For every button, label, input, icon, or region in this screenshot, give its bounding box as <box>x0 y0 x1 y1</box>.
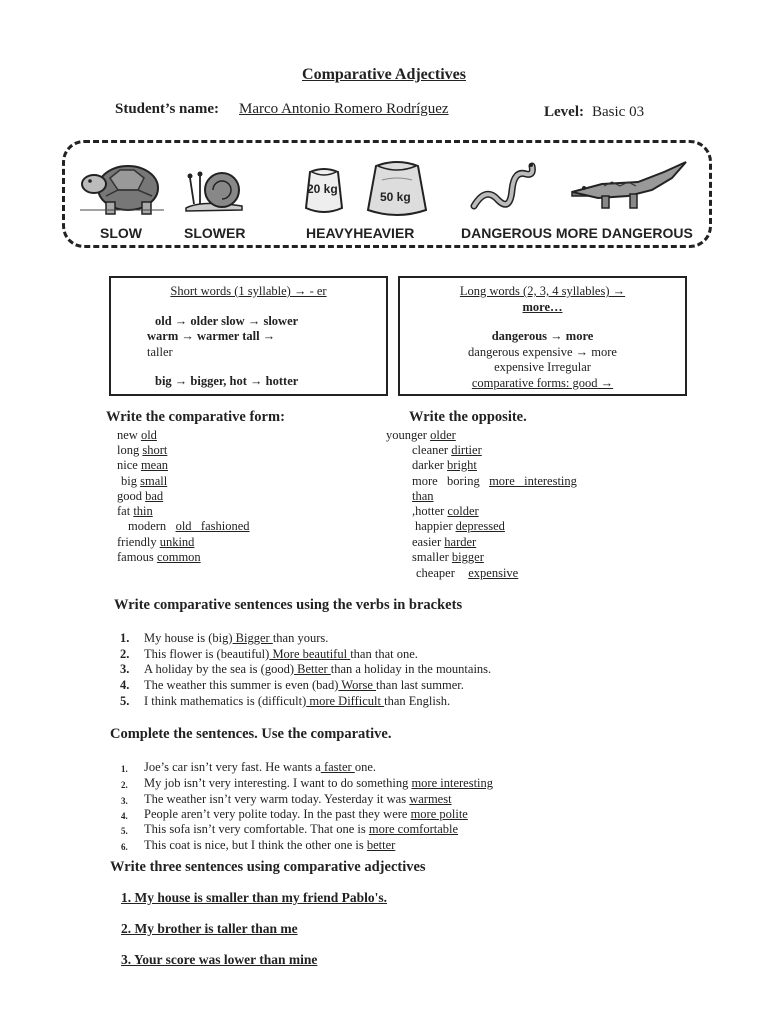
complete-item: This sofa isn’t very comfortable. That one is more comfortable <box>144 822 459 836</box>
opposite-item: ,hotter colder <box>412 504 479 518</box>
crocodile-icon <box>568 156 690 216</box>
complete-item: People aren’t very polite today. In the past they were more polite <box>144 807 468 821</box>
short-rule-line: old → older slow → slower <box>155 313 299 328</box>
comparative-item: big small <box>121 474 168 488</box>
opposite-item: more boring more interesting <box>412 474 577 488</box>
complete-item: This coat is nice, but I think the other one is better <box>144 838 396 852</box>
opposite-item: cleaner dirtier <box>412 443 482 457</box>
sentences-section-title: Write comparative sentences using the verbs in brackets <box>114 597 463 613</box>
sentence-item: My house is (big) Bigger than yours. <box>144 631 329 645</box>
sentence-item: This flower is (beautiful) More beautiful than that one. <box>144 647 418 661</box>
level-label: Level: <box>544 104 584 120</box>
complete-number: 6. <box>121 842 128 852</box>
sentence-item: A holiday by the sea is (good) Better than a holiday in the mountains. <box>144 662 492 676</box>
long-words-rule-box <box>398 276 687 396</box>
opposite-item: cheaper expensive <box>416 566 519 580</box>
short-rule-line: warm → warmer tall → <box>147 329 276 343</box>
long-rule-heading: more… <box>522 299 563 314</box>
complete-number: 1. <box>121 764 128 774</box>
long-rule-line: dangerous expensive → more <box>468 344 617 359</box>
complete-number: 2. <box>121 780 128 790</box>
sentence-number: 1. <box>120 631 130 645</box>
comparative-item: famous common <box>117 550 201 564</box>
complete-item: Joe’s car isn’t very fast. He wants a faster one. <box>144 760 377 774</box>
turtle-icon <box>76 160 168 218</box>
comparative-item: good bad <box>117 489 164 503</box>
snake-icon <box>468 156 540 214</box>
own-sentence-3: 3. Your score was lower than mine <box>121 952 318 967</box>
big-sack-weight: 50 kg <box>380 190 411 204</box>
long-rule-line: expensive Irregular <box>494 360 591 374</box>
complete-number: 5. <box>121 826 128 836</box>
short-rule-line: big → bigger, hot → hotter <box>155 374 299 388</box>
opposite-item: than <box>412 489 434 503</box>
sentence-item: I think mathematics is (difficult) more Difficult than English. <box>144 694 451 708</box>
sentence-item: The weather this summer is even (bad) Worse than last summer. <box>144 678 464 692</box>
sentence-number: 5. <box>120 694 130 708</box>
complete-item: The weather isn’t very warm today. Yesterday it was warmest <box>144 792 452 806</box>
label-slower: SLOWER <box>184 225 246 241</box>
opposite-item: smaller bigger <box>412 550 484 564</box>
own-sentence-2: 2. My brother is taller than me <box>121 921 298 936</box>
opposite-item: easier harder <box>412 535 477 549</box>
comparative-item: fat thin <box>117 504 153 518</box>
comparative-section-title: Write the comparative form: <box>106 409 285 425</box>
student-name-label: Student’s name: <box>115 101 220 117</box>
sentence-number: 3. <box>120 662 130 676</box>
short-rule-line: taller <box>147 344 173 359</box>
sentence-number: 4. <box>120 678 130 692</box>
level-value: Basic 03 <box>592 104 645 120</box>
own-sentence-1: 1. My house is smaller than my friend Pablo's. <box>121 890 388 905</box>
opposite-item: darker bright <box>412 458 477 472</box>
page-title: Comparative Adjectives <box>302 66 466 83</box>
long-rule-line: dangerous → more <box>491 329 594 343</box>
long-rule-heading: Long words (2, 3, 4 syllables) → <box>459 284 626 298</box>
comparative-item: nice mean <box>117 458 169 472</box>
short-rule-heading: Short words (1 syllable) → - er <box>170 284 327 298</box>
comparative-item: modern old fashioned <box>128 519 250 533</box>
complete-section-title: Complete the sentences. Use the comparative. <box>110 726 392 742</box>
complete-number: 4. <box>121 811 128 821</box>
comparative-item: long short <box>117 443 168 457</box>
opposite-item: younger older <box>386 428 456 442</box>
label-dangerous: DANGEROUS MORE DANGEROUS <box>461 225 693 241</box>
opposite-item: happier depressed <box>415 519 505 533</box>
label-heavy-heavier: HEAVYHEAVIER <box>306 225 415 241</box>
student-name-value: Marco Antonio Romero Rodríguez <box>239 101 449 117</box>
short-words-rule-box <box>109 276 388 396</box>
label-slow: SLOW <box>100 225 142 241</box>
complete-number: 3. <box>121 796 128 806</box>
sentence-number: 2. <box>120 647 130 661</box>
snail-icon <box>182 164 248 214</box>
comparative-item: friendly unkind <box>117 535 195 549</box>
small-sack-weight: 20 kg <box>307 182 338 196</box>
opposite-section-title: Write the opposite. <box>409 409 527 425</box>
long-rule-line: comparative forms: good → <box>471 375 614 390</box>
comparative-item: new old <box>117 428 157 442</box>
big-sack-icon <box>362 158 432 218</box>
three-sentences-title: Write three sentences using comparative adjectives <box>110 859 426 875</box>
complete-item: My job isn’t very interesting. I want to do something more interesting <box>144 776 494 790</box>
